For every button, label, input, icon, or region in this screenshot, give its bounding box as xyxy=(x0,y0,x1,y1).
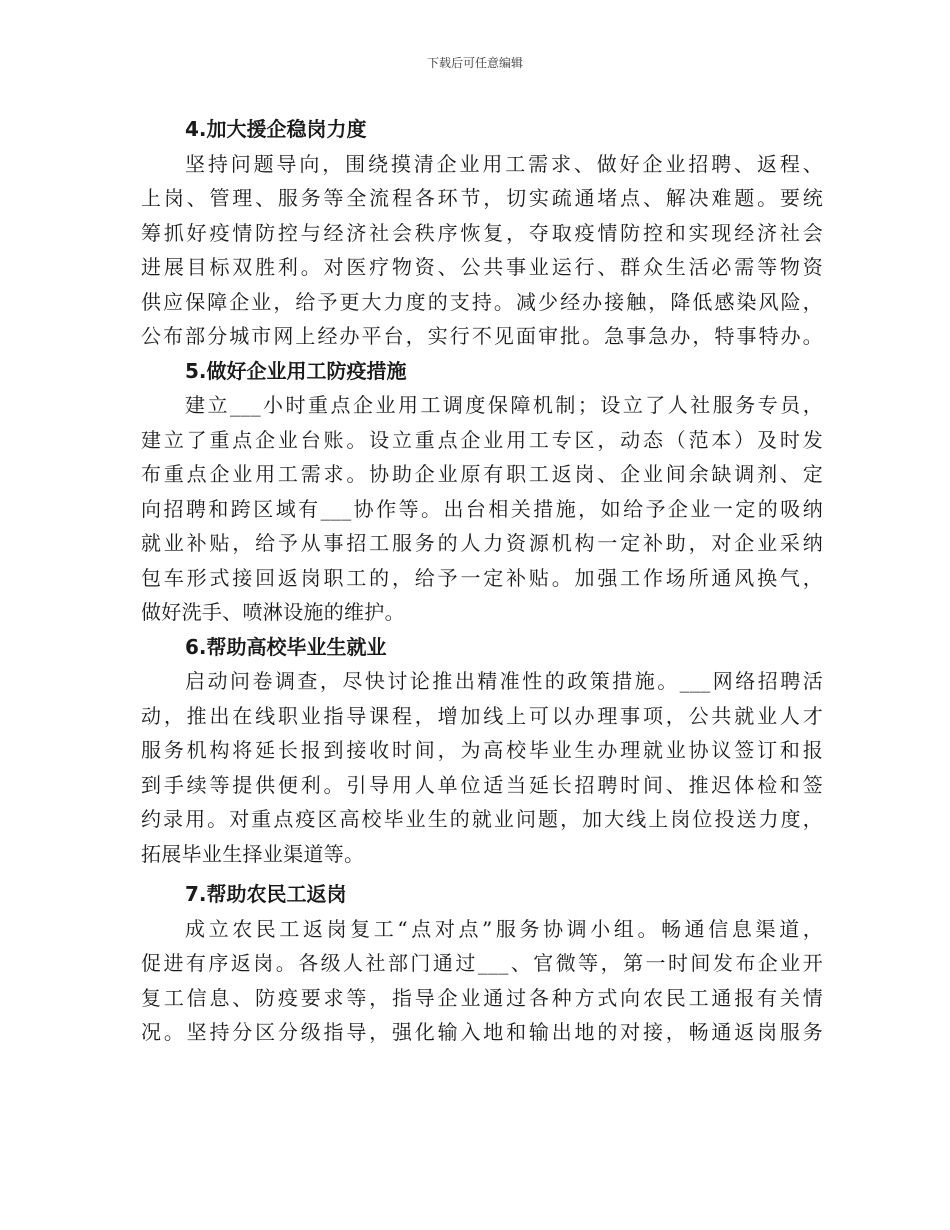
paragraph-line: 服务机构将延长报到接收时间，为高校毕业生办理就业协议签订和报 xyxy=(141,738,823,762)
paragraph-line: 拓展毕业生择业渠道等。 xyxy=(141,841,365,866)
document-body xyxy=(141,112,823,1050)
paragraph-line: 况。坚持分区分级指导，强化输入地和输出地的对接，畅通返岗服务 xyxy=(141,1020,823,1044)
paragraph-line: 约录用。对重点疫区高校毕业生的就业问题，加大线上岗位投送力度， xyxy=(141,807,823,831)
paragraph-line: 布重点企业用工需求。协助企业原有职工返岗、企业间余缺调剂、定 xyxy=(141,462,823,486)
paragraph-line: 坚持问题导向，围绕摸清企业用工需求、做好企业招聘、返程、 xyxy=(185,151,823,176)
paragraph-line: 上岗、管理、服务等全流程各环节，切实疏通堵点、解决难题。要统 xyxy=(141,186,823,210)
paragraph-line: 包车形式接回返岗职工的，给予一定补贴。加强工作场所通风换气， xyxy=(141,565,823,590)
section-heading: 4.加大援企稳岗力度 xyxy=(185,117,367,141)
paragraph-line: 成立农民工返岗复工“点对点”服务协调小组。畅通信息渠道， xyxy=(185,916,823,941)
paragraph-line: 做好洗手、喷淋设施的维护。 xyxy=(141,600,405,624)
paragraph-line: 进展目标双胜利。对医疗物资、公共事业运行、群众生活必需等物资 xyxy=(141,255,823,279)
paragraph-line: 筹抓好疫情防控与经济社会秩序恢复，夺取疫情防控和实现经济社会 xyxy=(141,220,823,245)
paragraph-line: 就业补贴，给予从事招工服务的人力资源机构一定补助，对企业采纳 xyxy=(141,531,823,555)
section-heading: 7.帮助农民工返岗 xyxy=(185,882,347,906)
section-heading: 6.帮助高校毕业生就业 xyxy=(185,634,387,659)
section-heading: 5.做好企业用工防疫措施 xyxy=(185,358,407,383)
paragraph-line: 公布部分城市网上经办平台，实行不见面审批。急事急办，特事特办。 xyxy=(141,324,823,348)
paragraph-line: 复工信息、防疫要求等，指导企业通过各种方式向农民工通报有关情 xyxy=(141,985,823,1010)
paragraph-line: 到手续等提供便利。引导用人单位适当延长招聘时间、推迟体检和签 xyxy=(141,772,823,797)
paragraph-line: 供应保障企业，给予更大力度的支持。减少经办接触，降低感染风险， xyxy=(141,289,823,314)
paragraph-line: 向招聘和跨区域有___协作等。出台相关措施，如给予企业一定的吸纳 xyxy=(141,496,823,521)
paragraph-line: 启动问卷调查，尽快讨论推出精准性的政策措施。___网络招聘活 xyxy=(185,669,823,693)
paragraph-line: 动，推出在线职业指导课程，增加线上可以办理事项，公共就业人才 xyxy=(141,703,823,728)
page-header: 下载后可任意编辑 xyxy=(426,56,523,70)
paragraph-line: 建立了重点企业台账。设立重点企业用工专区，动态（范本）及时发 xyxy=(141,427,823,452)
paragraph-line: 促进有序返岗。各级人社部门通过___、官微等，第一时间发布企业开 xyxy=(141,951,823,975)
paragraph-line: 建立___小时重点企业用工调度保障机制；设立了人社服务专员， xyxy=(185,393,823,417)
